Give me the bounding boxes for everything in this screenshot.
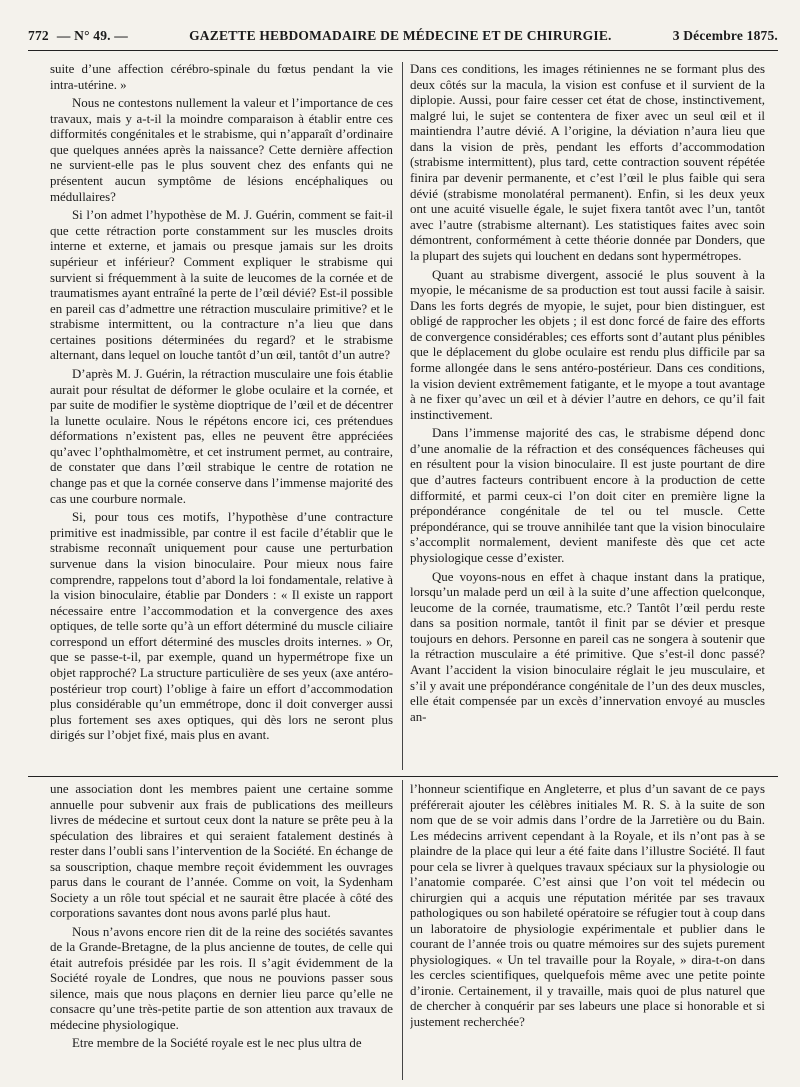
journal-title: GAZETTE HEBDOMADAIRE DE MÉDECINE ET DE CHIRURGIE. [189, 28, 612, 43]
header-rule [28, 50, 778, 51]
upper-left-column [50, 62, 393, 768]
paragraph: suite d’une affection cérébro-spinale du fœtus pendant la vie intra-utérine. » [50, 62, 393, 92]
paragraph: Quant au strabisme divergent, associé le plus souvent à la myopie, le mécanisme de sa production est tout aussi facile à saisir. Dans les forts degrés de myopie, le sujet, pour bien distinguer, est obligé de rapprocher les objets ; il est donc forcé de faire des efforts de convergence considérables; ces efforts sont d’autant plus pénibles que le déplacement du globe oculaire est rendu plus difficile par sa forme allongée dans le sens antéro-postérieur. Dans ces conditions, la vision devient extrêmement fatigante, et le myope a tout avantage à ne fixer qu’avec un œil et à dévier l’autre en dehors, ce qu’il fait instinctivement. [410, 267, 765, 422]
feuilleton-rule [28, 776, 778, 777]
paragraph: Si, pour tous ces motifs, l’hypothèse d’une contracture primitive est inadmissible, par contre il est facile d’établir que le strabisme reconnaît uniquement pour cause une perturbation survenue dans la vision binoculaire. Pour mieux nous faire comprendre, rappelons tout d’abord la loi fondamentale, relative à la vision binoculaire, établie par Donders : « Il existe un rapport nécessaire entre l’accommodation et la convergence des axes optiques, de telle sorte qu’à un effort déterminé du muscle ciliaire correspond un effort déterminé des muscles droits internes. » Or, que se passe-t-il, par exemple, quand un hypermétrope fixe un objet rapproché? La structure particulière de ses yeux (axe antéro-postérieur trop court) l’oblige à faire un effort d’accommodation plus considérable qu’un emmétrope, donc il doit converger aussi plus fortement ses axes optiques, qui dès lors ne seront plus dirigés sur l’objet fixé, mais plus en avant. [50, 510, 393, 743]
paragraph: une association dont les membres paient une certaine somme annuelle pour subvenir aux frais de publications des meilleurs livres de médecine et surtout ceux dont la nature se prête peu à la spéculation des libraires et qui seraient fatalement destinés à rester dans l’oubli sans l’intervention de la Société. En échange de sa souscription, chaque membre reçoit évidemment les ouvrages parus dans le courant de l’année. Comme on voit, la Sydenham Society a un rôle tout spécial et ne saurait être placée à côté des corporations savantes dont nous avons parlé plus haut. [50, 782, 393, 920]
header-left [28, 28, 128, 44]
paragraph: Que voyons-nous en effet à chaque instant dans la pratique, lorsqu’un malade perd un œil à la suite d’une affection quelconque, leucome de la cornée, traumatisme, etc.? Tantôt l’œil perdu reste dans sa position normale, tantôt il finit par se dévier et presque toujours en dehors. Personne en pareil cas ne songera à soutenir que la rétraction musculaire a été primitive. Que s’est-il donc passé? Avant l’accident la vision binoculaire réglait le jeu musculaire, et s’il y avait une prépondérance congénitale de l’un des deux muscles, elle était compensée par un excès d’innervation envoyé au muscles an- [410, 569, 765, 724]
upper-right-column [410, 62, 765, 768]
paragraph: Dans ces conditions, les images rétiniennes ne se formant plus des deux côtés sur la macula, la vision est confuse et il survient de la diplopie. Aussi, pour faire cesser cet état de chose, instinctivement, malgré lui, le sujet se contentera de fixer avec un seul œil et il maintiendra l’autre dévié. A l’origine, la déviation n’aura lieu que dans la vision de près, pendant les efforts d’accommodation (strabisme intermittent), plus tard, cette contraction souvent répétée finira par devenir permanente, et c’est l’œil le plus faible qui sera dévié (strabisme monolatéral permanent). Enfin, si les deux yeux ont une acuité visuelle égale, le sujet fixera tantôt avec l’un, tantôt avec l’autre (strabisme alternant). Les statistiques faites avec soin démontrent, conformément à cette théorie donnée par Donders, que la plupart des sujets qui louchent en dedans sont hypermétropes. [410, 62, 765, 263]
paragraph: Si l’on admet l’hypothèse de M. J. Guérin, comment se fait-il que cette rétraction porte constamment sur les muscles droits interne et externe, et jamais ou presque jamais sur les droits supérieur et inférieur? Comment expliquer le strabisme qui survient si fréquemment à la suite de leucomes de la cornée et de traumatismes ayant entraîné la perte de l’œil dévié? Est-il possible en pareil cas d’admettre une rétraction musculaire primitive? et le strabisme intermittent, ou la contracture n’a lieu que dans certaines positions déterminées du regard? et le strabisme alternant, dans lequel on louche tantôt d’un œil, tantôt d’un autre? [50, 208, 393, 363]
paragraph: Etre membre de la Société royale est le nec plus ultra de [72, 1036, 362, 1050]
paragraph: Dans l’immense majorité des cas, le strabisme dépend donc d’une anomalie de la réfraction et des conséquences fâcheuses qui en résultent pour la vision binoculaire. Il est juste pourtant de dire que d’autres facteurs contribuent encore à la production de cette difformité, et parmi ceux-ci l’on doit citer en première ligne la prépondérance congénitale de tel ou tel muscle. Cette prépondérance, qui se trouve annihilée tant que la vision binoculaire s’accomplit normalement, devient manifeste dès que cet acte physiologique cesse d’exister. [410, 426, 765, 565]
issue-date: 3 Décembre 1875. [672, 28, 778, 43]
paragraph: Nous n’avons encore rien dit de la reine des sociétés savantes de la Grande-Bretagne, de la plus ancienne de toutes, de celle qui était autrefois présidée par les rois. Il s’agit évidemment de la Société royale de Londres, que nous ne pouvions passer sous silence, mais que nous plaçons en dernier lieu parce qu’elle ne consacre qu’une très-petite partie de son attention aux travaux de médecine physiologique. [50, 924, 393, 1032]
issue-number: — N° 49. — [56, 28, 129, 43]
page-number: 772 [28, 28, 49, 43]
lower-right-column [410, 782, 765, 1078]
paragraph: l’honneur scientifique en Angleterre, et plus d’un savant de ce pays préférerait ajouter les célèbres initiales M. R. S. à la suite de son nom que de se voir admis dans l’ordre de la Jarretière ou du Bain. Les médecins arrivent cependant à la Royale, et ils n’ont pas à se plaindre de la place qui leur a été faite dans l’illustre Société. Il faut pour cela se livrer à quelques travaux spéciaux sur la physiologie ou l’anatomie comparée. C’est ainsi que l’on voit tel médecin ou chirurgien qui a acquis une réputation méritée par ses travaux pathologiques ou son habileté opératoire se réfugier tout à coup dans un laboratoire de physiologie expérimentale et publier dans le courant de l’année trois ou quatre mémoires sur des sujets purement physiologiques. « Un tel travaille pour la Royale, » dira-t-on dans les cercles scientifiques, quelquefois même avec une petite pointe d’ironie. Certainement, il y travaille, mais quoi de plus naturel que de chercher à conquérir par ses labeurs une place si honorable et si justement recherchée? [410, 782, 765, 1029]
paragraph: Nous ne contestons nullement la valeur et l’importance de ces travaux, mais y a-t-il la moindre comparaison à établir entre ces difformités congénitales et le strabisme, qui n’apparaît d’ordinaire que quelques années après la naissance? Cette dernière affection ne survient-elle pas le plus souvent chez des enfants qui ne présentent aucun symptôme de lésions encéphaliques ou médullaires? [50, 96, 393, 204]
column-divider [402, 780, 403, 1080]
lower-left-column [50, 782, 393, 1078]
running-header [28, 22, 778, 50]
column-divider [402, 62, 403, 770]
paragraph: D’après M. J. Guérin, la rétraction musculaire une fois établie aurait pour résultat de déformer le globe oculaire et la cornée, et par suite de modifier le système dioptrique de l’œil et de décentrer la lunette oculaire. Nous le répétons encore ici, ces prétendues déformations n’existent pas, elles ne peuvent être appréciées qu’avec l’ophthalmomètre, et cet instrument permet, au contraire, de constater que dans l’œil strabique le centre de rotation ne change pas et que la cornée conserve dans l’immense majorité des cas une courbure normale. [50, 366, 393, 506]
